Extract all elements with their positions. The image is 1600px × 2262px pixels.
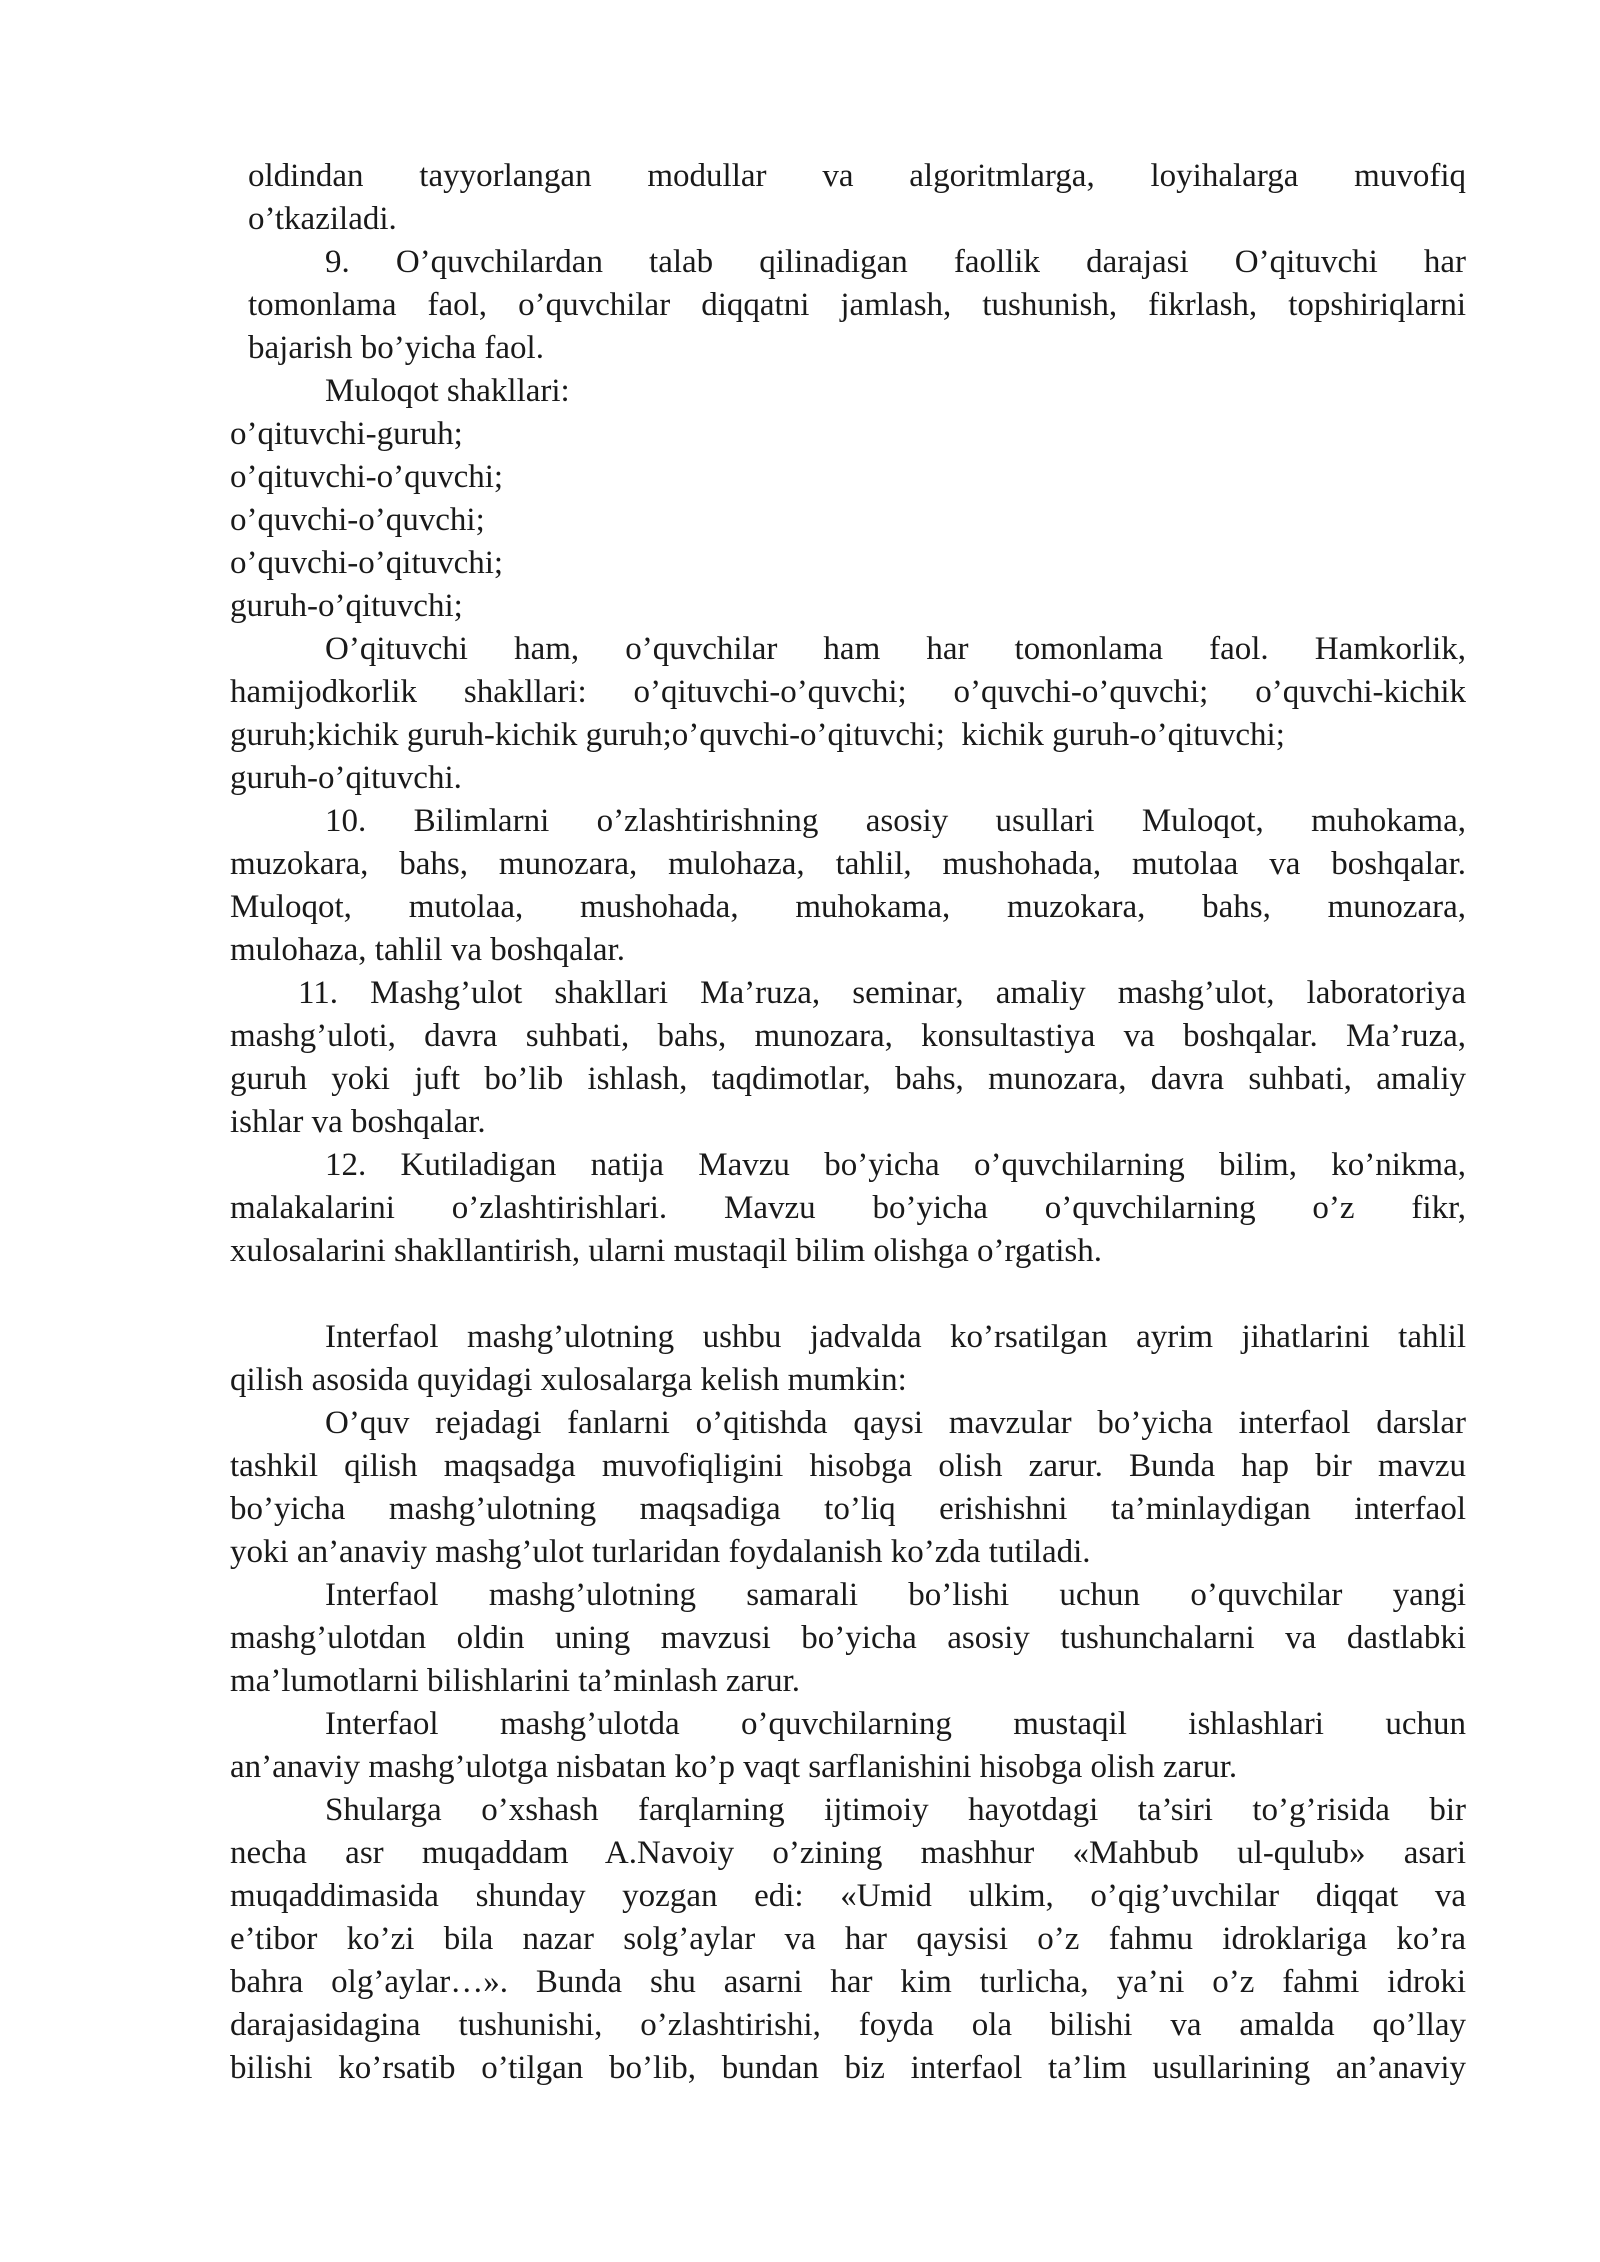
text-line: bo’yicha mashg’ulotning maqsadiga to’liq erishishni ta’minlaydigan interfaol: [230, 1491, 1466, 1527]
text-line: Interfaol mashg’ulotda o’quvchilarning mustaqil ishlashlari uchun: [325, 1706, 1466, 1742]
text-line: darajasidagina tushunishi, o’zlashtirishi, foyda ola bilishi va amalda qo’llay: [230, 2007, 1466, 2043]
text-line: 11. Mashg’ulot shakllari Ma’ruza, seminar, amaliy mashg’ulot, laboratoriya: [298, 975, 1466, 1011]
text-line: yoki an’anaviy mashg’ulot turlaridan foydalanish ko’zda tutiladi.: [230, 1534, 1091, 1570]
text-line: o’qituvchi-guruh;: [230, 416, 463, 452]
text-line: guruh yoki juft bo’lib ishlash, taqdimotlar, bahs, munozara, davra suhbati, amaliy: [230, 1061, 1466, 1097]
text-line: hamijodkorlik shakllari: o’qituvchi-o’quvchi; o’quvchi-o’quvchi; o’quvchi-kichik: [230, 674, 1466, 710]
text-line: e’tibor ko’zi bila nazar solg’aylar va har qaysisi o’z fahmu idroklariga ko’ra: [230, 1921, 1466, 1957]
text-line: Muloqot, mutolaa, mushohada, muhokama, muzokara, bahs, munozara,: [230, 889, 1466, 925]
text-line: bahra olg’aylar…». Bunda shu asarni har kim turlicha, ya’ni o’z fahmi idroki: [230, 1964, 1466, 2000]
text-line: guruh-o’qituvchi.: [230, 760, 462, 796]
text-line: Muloqot shakllari:: [325, 373, 570, 409]
text-line: Shularga o’xshash farqlarning ijtimoiy hayotdagi ta’siri to’g’risida bir: [325, 1792, 1466, 1828]
text-line: necha asr muqaddam A.Navoiy o’zining mashhur «Mahbub ul-qulub» asari: [230, 1835, 1466, 1871]
text-line: ishlar va boshqalar.: [230, 1104, 486, 1140]
text-line: O’qituvchi ham, o’quvchilar ham har tomonlama faol. Hamkorlik,: [325, 631, 1466, 667]
text-line: Interfaol mashg’ulotning samarali bo’lishi uchun o’quvchilar yangi: [325, 1577, 1466, 1613]
text-line: oldindan tayyorlangan modullar va algoritmlarga, loyihalarga muvofiq: [248, 158, 1466, 194]
text-line: 10. Bilimlarni o’zlashtirishning asosiy usullari Muloqot, muhokama,: [325, 803, 1466, 839]
text-line: mashg’ulotdan oldin uning mavzusi bo’yicha asosiy tushunchalarni va dastlabki: [230, 1620, 1466, 1656]
text-line: 12. Kutiladigan natija Mavzu bo’yicha o’quvchilarning bilim, ko’nikma,: [325, 1147, 1466, 1183]
text-line: malakalarini o’zlashtirishlari. Mavzu bo’yicha o’quvchilarning o’z fikr,: [230, 1190, 1466, 1226]
text-line: tomonlama faol, o’quvchilar diqqatni jamlash, tushunish, fikrlash, topshiriqlarni: [248, 287, 1466, 323]
text-line: tashkil qilish maqsadga muvofiqligini hisobga olish zarur. Bunda hap bir mavzu: [230, 1448, 1466, 1484]
text-line: qilish asosida quyidagi xulosalarga kelish mumkin:: [230, 1362, 907, 1398]
text-line: Interfaol mashg’ulotning ushbu jadvalda ko’rsatilgan ayrim jihatlarini tahlil: [325, 1319, 1466, 1355]
text-line: o’quvchi-o’qituvchi;: [230, 545, 504, 581]
text-line: O’quv rejadagi fanlarni o’qitishda qaysi mavzular bo’yicha interfaol darslar: [325, 1405, 1466, 1441]
text-line: o’quvchi-o’quvchi;: [230, 502, 485, 538]
text-line: guruh;kichik guruh-kichik guruh;o’quvchi-o’qituvchi; kichik guruh-o’qituvchi;: [230, 717, 1285, 753]
text-line: bilishi ko’rsatib o’tilgan bo’lib, bundan biz interfaol ta’lim usullarining an’anaviy: [230, 2050, 1466, 2086]
text-line: mashg’uloti, davra suhbati, bahs, munozara, konsultastiya va boshqalar. Ma’ruza,: [230, 1018, 1466, 1054]
text-line: an’anaviy mashg’ulotga nisbatan ko’p vaqt sarflanishini hisobga olish zarur.: [230, 1749, 1238, 1785]
text-line: muqaddimasida shunday yozgan edi: «Umid ulkim, o’qig’uvchilar diqqat va: [230, 1878, 1466, 1914]
text-line: xulosalarini shakllantirish, ularni mustaqil bilim olishga o’rgatish.: [230, 1233, 1102, 1269]
text-line: ma’lumotlarni bilishlarini ta’minlash zarur.: [230, 1663, 801, 1699]
text-line: mulohaza, tahlil va boshqalar.: [230, 932, 625, 968]
text-line: guruh-o’qituvchi;: [230, 588, 463, 624]
text-line: o’tkaziladi.: [248, 201, 397, 237]
text-line: muzokara, bahs, munozara, mulohaza, tahlil, mushohada, mutolaa va boshqalar.: [230, 846, 1466, 882]
text-line: bajarish bo’yicha faol.: [248, 330, 544, 366]
text-line: 9. O’quvchilardan talab qilinadigan faollik darajasi O’qituvchi har: [325, 244, 1466, 280]
text-line: o’qituvchi-o’quvchi;: [230, 459, 504, 495]
